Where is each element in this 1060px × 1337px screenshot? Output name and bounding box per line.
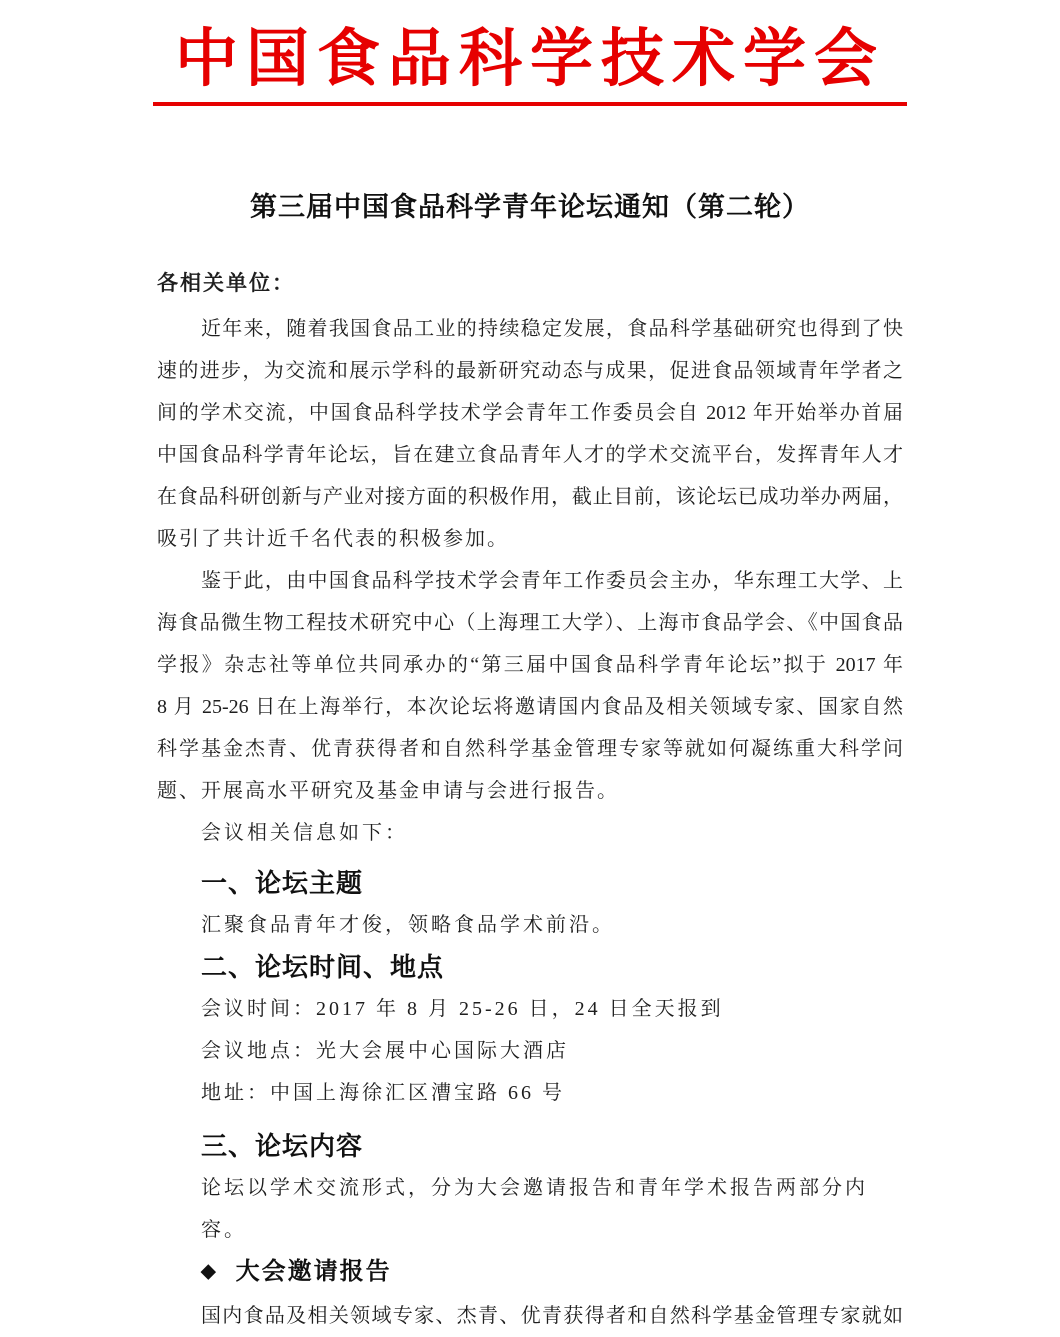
section-forum-theme bbox=[157, 862, 903, 946]
salutation: 各相关单位： bbox=[157, 271, 295, 295]
document-title: 第三届中国食品科学青年论坛通知（第二轮） bbox=[250, 192, 810, 222]
paragraph-line: 速的进步，为交流和展示学科的最新研究动态与成果，促进食品领域青年学者之 bbox=[157, 360, 903, 382]
paragraph-line: 学报》杂志社等单位共同承办的“第三届中国食品科学青年论坛”拟于 2017 年 bbox=[157, 654, 903, 676]
paragraph-4 bbox=[157, 1295, 903, 1337]
paragraph-3 bbox=[157, 812, 903, 854]
paragraph-line: 鉴于此，由中国食品科学技术学会青年工作委员会主办，华东理工大学、上 bbox=[201, 570, 903, 592]
paragraph-line: 8 月 25-26 日在上海举行，本次论坛将邀请国内食品及相关领域专家、国家自然 bbox=[157, 696, 903, 718]
paragraph-line: 间的学术交流，中国食品科学技术学会青年工作委员会自 2012 年开始举办首届 bbox=[157, 402, 903, 424]
paragraph-2 bbox=[157, 560, 903, 812]
bullet-heading-invited-reports bbox=[157, 1251, 903, 1295]
paragraph-line: 在食品科研创新与产业对接方面的积极作用，截止目前，该论坛已成功举办两届， bbox=[157, 486, 903, 508]
section-heading: 三、论坛内容 bbox=[201, 1131, 364, 1161]
paragraph-line: 吸引了共计近千名代表的积极参加。 bbox=[157, 528, 509, 550]
paragraph-line: 近年来，随着我国食品工业的持续稳定发展，食品科学基础研究也得到了快 bbox=[201, 318, 903, 340]
paragraph-line: 中国食品科学青年论坛，旨在建立食品青年人才的学术交流平台，发挥青年人才 bbox=[157, 444, 903, 466]
section-time-place bbox=[157, 946, 903, 1114]
paragraph-line: 海食品微生物工程技术研究中心（上海理工大学）、上海市食品学会、《中国食品 bbox=[157, 612, 903, 634]
meeting-place-line: 会议地点：光大会展中心国际大酒店 bbox=[201, 1040, 569, 1062]
paragraph-line: 科学基金杰青、优青获得者和自然科学基金管理专家等就如何凝练重大科学问 bbox=[157, 738, 903, 760]
paragraph-1 bbox=[157, 308, 903, 560]
continuation-line: 国内食品及相关领域专家、杰青、优青获得者和自然科学基金管理专家就如 bbox=[201, 1305, 903, 1327]
letterhead-divider bbox=[153, 102, 907, 106]
section-line: 论坛以学术交流形式，分为大会邀请报告和青年学术报告两部分内容。 bbox=[201, 1177, 868, 1241]
organization-name: 中国食品科学技术学会 bbox=[175, 24, 885, 94]
section-heading: 二、论坛时间、地点 bbox=[201, 952, 445, 982]
bullet-heading-label: 大会邀请报告 bbox=[235, 1258, 392, 1285]
meeting-time-line: 会议时间：2017 年 8 月 25-26 日，24 日全天报到 bbox=[201, 998, 724, 1020]
letterhead bbox=[157, 24, 903, 106]
section-line: 汇聚食品青年才俊，领略食品学术前沿。 bbox=[201, 914, 615, 936]
address-line: 地址：中国上海徐汇区漕宝路 66 号 bbox=[201, 1082, 565, 1104]
diamond-bullet-icon: ◆ bbox=[201, 1261, 218, 1282]
lead-in-line: 会议相关信息如下： bbox=[201, 822, 408, 844]
section-heading: 一、论坛主题 bbox=[201, 868, 364, 898]
paragraph-line: 题、开展高水平研究及基金申请与会进行报告。 bbox=[157, 780, 619, 802]
section-forum-content bbox=[157, 1125, 903, 1251]
